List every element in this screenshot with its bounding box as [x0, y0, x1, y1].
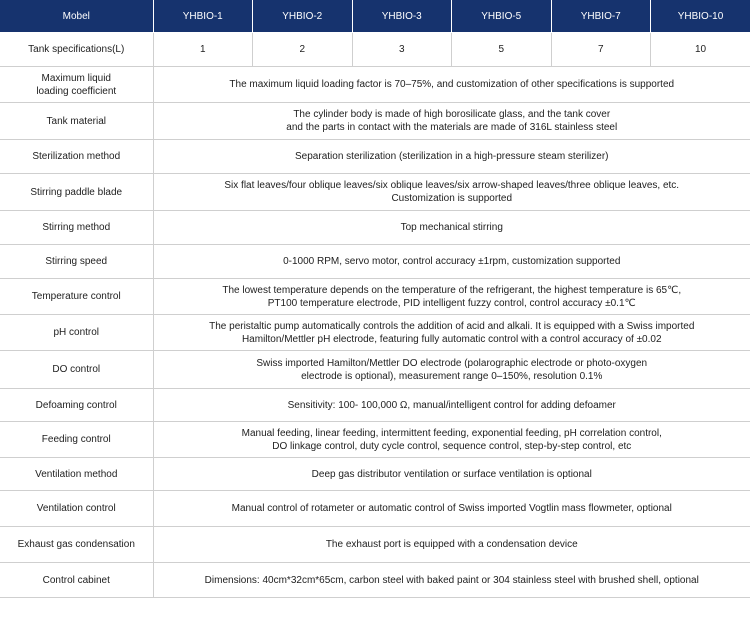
spec-value: Manual control of rotameter or automatic control of Swiss imported Vogtlin mass flowmeter, optional	[153, 491, 750, 527]
spec-value: The maximum liquid loading factor is 70–75%, and customization of other specifications is supported	[153, 67, 750, 103]
spec-row-ventilation-method	[0, 458, 750, 491]
spec-row-paddle-blade	[0, 174, 750, 211]
tank-spec-value: 7	[551, 33, 651, 67]
spec-value: The cylinder body is made of high borosilicate glass, and the tank cover and the parts in contact with the materials are made of 316L stainless steel	[153, 103, 750, 140]
tank-spec-row	[0, 33, 750, 67]
header-row	[0, 0, 750, 33]
spec-row-max-liquid	[0, 67, 750, 103]
spec-label: Exhaust gas condensation	[0, 527, 153, 563]
spec-value: The lowest temperature depends on the temperature of the refrigerant, the highest temperature is 65℃, PT100 temperature electrode, PID intelligent fuzzy control, control accuracy ±0.1℃	[153, 279, 750, 315]
spec-row-stirring-method	[0, 211, 750, 245]
model-header: Mobel	[0, 0, 153, 33]
model-yhbio-3: YHBIO-3	[352, 0, 452, 33]
spec-row-sterilization	[0, 140, 750, 174]
spec-value: Manual feeding, linear feeding, intermittent feeding, exponential feeding, pH correlation control, DO linkage control, duty cycle control, sequence control, step-by-step control, etc	[153, 422, 750, 458]
model-yhbio-2: YHBIO-2	[253, 0, 353, 33]
tank-spec-value: 2	[253, 33, 353, 67]
spec-row-feeding	[0, 422, 750, 458]
spec-value: The peristaltic pump automatically controls the addition of acid and alkali. It is equipped with a Swiss imported Hamilton/Mettler pH electrode, featuring fully automatic control with a control accuracy of ±0.02	[153, 315, 750, 351]
spec-value: Six flat leaves/four oblique leaves/six oblique leaves/six arrow-shaped leaves/three oblique leaves, etc. Customization is supported	[153, 174, 750, 211]
spec-value: Swiss imported Hamilton/Mettler DO electrode (polarographic electrode or photo-oxygen electrode is optional), measurement range 0–150%, resolution 0.1%	[153, 351, 750, 389]
spec-value: Sensitivity: 100- 100,000 Ω, manual/intelligent control for adding defoamer	[153, 389, 750, 422]
spec-label: Ventilation method	[0, 458, 153, 491]
spec-label: DO control	[0, 351, 153, 389]
spec-label: Stirring paddle blade	[0, 174, 153, 211]
spec-label: Temperature control	[0, 279, 153, 315]
spec-row-do	[0, 351, 750, 389]
spec-row-exhaust-gas	[0, 527, 750, 563]
spec-label: Tank material	[0, 103, 153, 140]
spec-value: 0-1000 RPM, servo motor, control accuracy ±1rpm, customization supported	[153, 245, 750, 279]
spec-label: pH control	[0, 315, 153, 351]
tank-spec-value: 10	[651, 33, 750, 67]
spec-label: Maximum liquid loading coefficient	[0, 67, 153, 103]
spec-label: Sterilization method	[0, 140, 153, 174]
spec-value: Top mechanical stirring	[153, 211, 750, 245]
spec-label: Feeding control	[0, 422, 153, 458]
spec-label: Defoaming control	[0, 389, 153, 422]
model-yhbio-5: YHBIO-5	[452, 0, 552, 33]
spec-label: Control cabinet	[0, 563, 153, 598]
model-yhbio-7: YHBIO-7	[551, 0, 651, 33]
tank-spec-value: 3	[352, 33, 452, 67]
spec-value: Separation sterilization (sterilization in a high-pressure steam sterilizer)	[153, 140, 750, 174]
spec-label: Stirring method	[0, 211, 153, 245]
spec-label: Stirring speed	[0, 245, 153, 279]
spec-row-ph	[0, 315, 750, 351]
tank-spec-label: Tank specifications(L)	[0, 33, 153, 67]
spec-value: Dimensions: 40cm*32cm*65cm, carbon steel with baked paint or 304 stainless steel with brushed shell, optional	[153, 563, 750, 598]
spec-row-stirring-speed	[0, 245, 750, 279]
tank-spec-value: 5	[452, 33, 552, 67]
spec-row-control-cabinet	[0, 563, 750, 598]
model-yhbio-1: YHBIO-1	[153, 0, 253, 33]
model-yhbio-10: YHBIO-10	[651, 0, 750, 33]
spec-row-defoaming	[0, 389, 750, 422]
spec-label: Ventilation control	[0, 491, 153, 527]
spec-row-tank-material	[0, 103, 750, 140]
spec-row-temperature	[0, 279, 750, 315]
spec-row-ventilation-control	[0, 491, 750, 527]
spec-value: The exhaust port is equipped with a condensation device	[153, 527, 750, 563]
spec-value: Deep gas distributor ventilation or surface ventilation is optional	[153, 458, 750, 491]
tank-spec-value: 1	[153, 33, 253, 67]
